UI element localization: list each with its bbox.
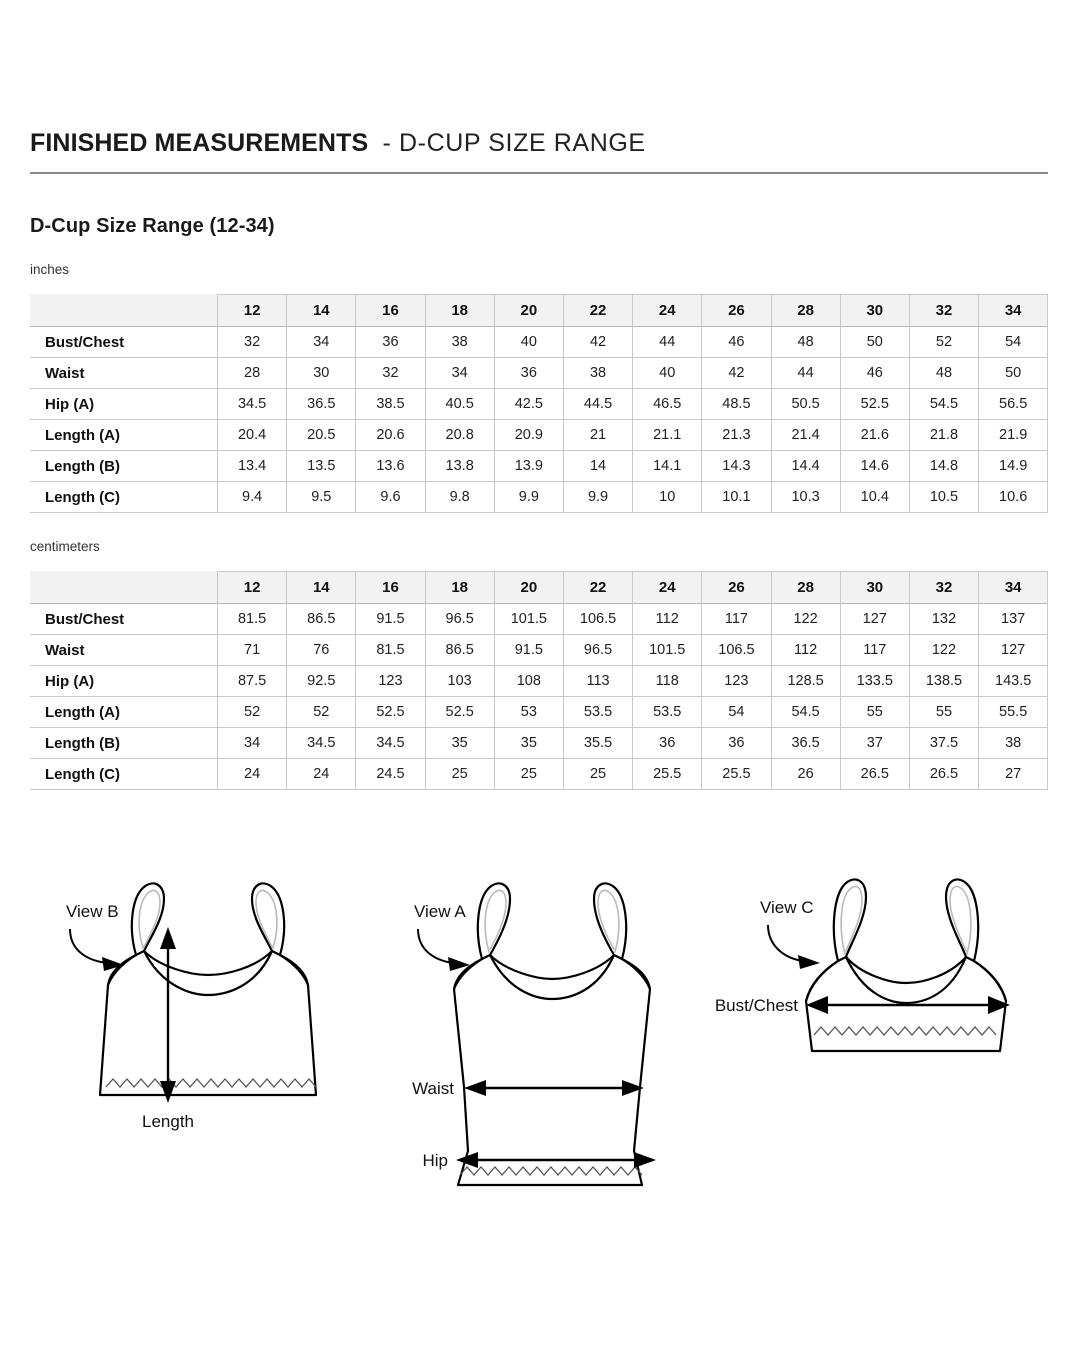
col-header-size: 12 xyxy=(218,295,287,327)
table-cell: 21.3 xyxy=(702,420,771,451)
row-label: Bust/Chest xyxy=(31,327,218,358)
table-cell: 35 xyxy=(494,728,563,759)
table-cell: 25 xyxy=(494,759,563,790)
table-cell: 128.5 xyxy=(771,666,840,697)
col-header-size: 34 xyxy=(979,572,1048,604)
table-cell: 25.5 xyxy=(633,759,702,790)
table-cell: 96.5 xyxy=(563,635,632,666)
table-cell: 21.1 xyxy=(633,420,702,451)
table-cell: 24 xyxy=(218,759,287,790)
garment-outline-a xyxy=(454,883,650,1185)
table-cell: 38 xyxy=(979,728,1048,759)
row-label: Length (C) xyxy=(31,759,218,790)
table-cell: 86.5 xyxy=(287,604,356,635)
table-cell: 40.5 xyxy=(425,389,494,420)
table-cell: 13.6 xyxy=(356,451,425,482)
col-header-size: 16 xyxy=(356,572,425,604)
table-row xyxy=(31,728,1048,759)
table-cell: 113 xyxy=(563,666,632,697)
table-cell: 21.4 xyxy=(771,420,840,451)
col-header-size: 18 xyxy=(425,295,494,327)
table-cell: 54.5 xyxy=(771,697,840,728)
table-cell: 36 xyxy=(494,358,563,389)
table-cell: 10.4 xyxy=(840,482,909,513)
table-cell: 112 xyxy=(771,635,840,666)
col-header-size: 26 xyxy=(702,295,771,327)
hem-zigzag-c xyxy=(814,1027,996,1035)
table-cell: 14.8 xyxy=(909,451,978,482)
table-cell: 34.5 xyxy=(287,728,356,759)
unit-label-centimeters: centimeters xyxy=(30,539,100,554)
table-cell: 112 xyxy=(633,604,702,635)
table-cell: 13.9 xyxy=(494,451,563,482)
table-cell: 21.9 xyxy=(979,420,1048,451)
table-cell: 21.6 xyxy=(840,420,909,451)
table-cell: 40 xyxy=(633,358,702,389)
table-cell: 91.5 xyxy=(494,635,563,666)
table-cell: 48 xyxy=(909,358,978,389)
table-cell: 54 xyxy=(702,697,771,728)
table-cell: 36 xyxy=(356,327,425,358)
table-cell: 46 xyxy=(840,358,909,389)
callout-arrow-c xyxy=(768,925,820,969)
table-cell: 38.5 xyxy=(356,389,425,420)
table-cell: 9.8 xyxy=(425,482,494,513)
row-label: Hip (A) xyxy=(31,666,218,697)
garment-outline-b xyxy=(100,883,316,1095)
table-cell: 24 xyxy=(287,759,356,790)
table-row xyxy=(31,759,1048,790)
illustration-view-a xyxy=(390,855,710,1225)
table-cell: 24.5 xyxy=(356,759,425,790)
table-cell: 28 xyxy=(218,358,287,389)
col-header-size: 30 xyxy=(840,572,909,604)
table-cell: 20.5 xyxy=(287,420,356,451)
table-cell: 20.9 xyxy=(494,420,563,451)
col-header-size: 34 xyxy=(979,295,1048,327)
table-cell: 35 xyxy=(425,728,494,759)
table-cell: 10 xyxy=(633,482,702,513)
row-label: Length (A) xyxy=(31,697,218,728)
table-cell: 9.4 xyxy=(218,482,287,513)
table-cell: 55.5 xyxy=(979,697,1048,728)
table-cell: 50.5 xyxy=(771,389,840,420)
table-cell: 25.5 xyxy=(702,759,771,790)
table-cell: 44.5 xyxy=(563,389,632,420)
table-row xyxy=(31,635,1048,666)
table-row xyxy=(31,327,1048,358)
table-cell: 36 xyxy=(702,728,771,759)
page-title xyxy=(30,130,1048,158)
table-cell: 20.4 xyxy=(218,420,287,451)
table-row xyxy=(31,666,1048,697)
page-header xyxy=(30,130,1048,158)
table-cell: 127 xyxy=(840,604,909,635)
section-title: D-Cup Size Range (12-34) xyxy=(30,215,275,237)
row-label: Length (B) xyxy=(31,728,218,759)
table-cell: 34.5 xyxy=(218,389,287,420)
table-cell: 53.5 xyxy=(633,697,702,728)
table-row xyxy=(31,389,1048,420)
col-header-size: 14 xyxy=(287,295,356,327)
table-cell: 14.3 xyxy=(702,451,771,482)
table-cell: 36 xyxy=(633,728,702,759)
table-cell: 101.5 xyxy=(494,604,563,635)
table-cell: 91.5 xyxy=(356,604,425,635)
col-header-size: 24 xyxy=(633,572,702,604)
table-row xyxy=(31,697,1048,728)
table-cell: 137 xyxy=(979,604,1048,635)
table-cell: 10.5 xyxy=(909,482,978,513)
table-cell: 138.5 xyxy=(909,666,978,697)
table-cell: 37.5 xyxy=(909,728,978,759)
garment-outline-c xyxy=(806,879,1006,1051)
row-label: Waist xyxy=(31,635,218,666)
row-label: Hip (A) xyxy=(31,389,218,420)
measure-label-length: Length xyxy=(142,1112,194,1131)
table-cell: 14.9 xyxy=(979,451,1048,482)
view-c-diagram xyxy=(690,855,1060,1095)
table-cell: 143.5 xyxy=(979,666,1048,697)
table-cell: 81.5 xyxy=(218,604,287,635)
illustration-view-b xyxy=(40,855,380,1165)
table-cell: 101.5 xyxy=(633,635,702,666)
table-row xyxy=(31,358,1048,389)
table-cell: 46.5 xyxy=(633,389,702,420)
col-header-size: 12 xyxy=(218,572,287,604)
table-cell: 34.5 xyxy=(356,728,425,759)
table-cell: 36.5 xyxy=(287,389,356,420)
table-cell: 26.5 xyxy=(840,759,909,790)
row-label: Length (A) xyxy=(31,420,218,451)
view-b-diagram xyxy=(40,855,380,1165)
waist-measure-arrow xyxy=(464,1080,644,1096)
col-header-size: 20 xyxy=(494,572,563,604)
table-cell: 127 xyxy=(979,635,1048,666)
table-cell: 30 xyxy=(287,358,356,389)
col-header-size: 16 xyxy=(356,295,425,327)
table-cell: 48 xyxy=(771,327,840,358)
table-cell: 96.5 xyxy=(425,604,494,635)
table-cell: 50 xyxy=(840,327,909,358)
col-header-size: 14 xyxy=(287,572,356,604)
col-header-size: 18 xyxy=(425,572,494,604)
table-row xyxy=(31,420,1048,451)
table-cell: 118 xyxy=(633,666,702,697)
hem-zigzag-a xyxy=(460,1167,642,1175)
table-cell: 55 xyxy=(840,697,909,728)
illustrations-area xyxy=(0,845,1080,1245)
table-cell: 9.9 xyxy=(494,482,563,513)
col-header-size: 20 xyxy=(494,295,563,327)
table-cell: 26 xyxy=(771,759,840,790)
measurements-table-centimeters xyxy=(30,571,1048,790)
table-cell: 25 xyxy=(563,759,632,790)
table-cell: 38 xyxy=(563,358,632,389)
page-title-strong: FINISHED MEASUREMENTS xyxy=(30,129,369,157)
table-cell: 53 xyxy=(494,697,563,728)
callout-arrow-b xyxy=(70,929,124,971)
table-cell: 32 xyxy=(218,327,287,358)
table-cell: 108 xyxy=(494,666,563,697)
view-a-diagram xyxy=(390,855,710,1225)
table-cell: 52.5 xyxy=(425,697,494,728)
measure-label-hip: Hip xyxy=(422,1151,448,1170)
table-cell: 133.5 xyxy=(840,666,909,697)
table-cell: 132 xyxy=(909,604,978,635)
table-cell: 52 xyxy=(287,697,356,728)
table-cell: 52 xyxy=(218,697,287,728)
table-cell: 44 xyxy=(771,358,840,389)
col-header-size: 24 xyxy=(633,295,702,327)
table-cell: 76 xyxy=(287,635,356,666)
table-row xyxy=(31,451,1048,482)
col-header-size: 32 xyxy=(909,572,978,604)
table-cell: 117 xyxy=(840,635,909,666)
table-corner-cell xyxy=(31,295,218,327)
table-corner-cell xyxy=(31,572,218,604)
table-cell: 14 xyxy=(563,451,632,482)
table-header-inches xyxy=(31,295,1048,327)
table-cell: 46 xyxy=(702,327,771,358)
table-cell: 52 xyxy=(909,327,978,358)
measure-label-bust-chest: Bust/Chest xyxy=(714,996,798,1015)
table-cell: 13.5 xyxy=(287,451,356,482)
table-cell: 71 xyxy=(218,635,287,666)
unit-label-inches: inches xyxy=(30,262,70,277)
table-cell: 103 xyxy=(425,666,494,697)
callout-arrow-a xyxy=(418,929,470,971)
table-cell: 38 xyxy=(425,327,494,358)
table-cell: 9.6 xyxy=(356,482,425,513)
table-cell: 87.5 xyxy=(218,666,287,697)
hip-measure-arrow xyxy=(456,1152,656,1168)
table-cell: 21.8 xyxy=(909,420,978,451)
table-row xyxy=(31,482,1048,513)
table-cell: 9.9 xyxy=(563,482,632,513)
table-cell: 14.4 xyxy=(771,451,840,482)
table-cell: 54.5 xyxy=(909,389,978,420)
row-label: Waist xyxy=(31,358,218,389)
table-cell: 44 xyxy=(633,327,702,358)
row-label: Bust/Chest xyxy=(31,604,218,635)
table-row xyxy=(31,604,1048,635)
table-cell: 42 xyxy=(702,358,771,389)
measurements-table-inches xyxy=(30,294,1048,513)
table-cell: 34 xyxy=(218,728,287,759)
table-cell: 123 xyxy=(356,666,425,697)
measure-label-waist: Waist xyxy=(412,1079,454,1098)
table-cell: 26.5 xyxy=(909,759,978,790)
table-cell: 20.8 xyxy=(425,420,494,451)
table-cell: 48.5 xyxy=(702,389,771,420)
table-cell: 122 xyxy=(909,635,978,666)
table-cell: 9.5 xyxy=(287,482,356,513)
table-cell: 54 xyxy=(979,327,1048,358)
table-cell: 10.1 xyxy=(702,482,771,513)
row-label: Length (B) xyxy=(31,451,218,482)
table-cell: 42.5 xyxy=(494,389,563,420)
table-cell: 106.5 xyxy=(563,604,632,635)
table-cell: 50 xyxy=(979,358,1048,389)
table-cell: 14.1 xyxy=(633,451,702,482)
col-header-size: 22 xyxy=(563,295,632,327)
table-cell: 25 xyxy=(425,759,494,790)
table-cell: 20.6 xyxy=(356,420,425,451)
table-cell: 40 xyxy=(494,327,563,358)
table-cell: 122 xyxy=(771,604,840,635)
table-cell: 27 xyxy=(979,759,1048,790)
table-cell: 55 xyxy=(909,697,978,728)
table-cell: 13.4 xyxy=(218,451,287,482)
table-cell: 123 xyxy=(702,666,771,697)
table-body-centimeters xyxy=(31,604,1048,790)
table-cell: 52.5 xyxy=(356,697,425,728)
table-body-inches xyxy=(31,327,1048,513)
table-cell: 86.5 xyxy=(425,635,494,666)
table-cell: 32 xyxy=(356,358,425,389)
col-header-size: 30 xyxy=(840,295,909,327)
table-cell: 52.5 xyxy=(840,389,909,420)
table-cell: 37 xyxy=(840,728,909,759)
table-cell: 42 xyxy=(563,327,632,358)
bust-measure-arrow xyxy=(806,996,1010,1014)
row-label: Length (C) xyxy=(31,482,218,513)
table-cell: 21 xyxy=(563,420,632,451)
table-header-row xyxy=(31,572,1048,604)
table-cell: 81.5 xyxy=(356,635,425,666)
table-cell: 34 xyxy=(287,327,356,358)
table-cell: 13.8 xyxy=(425,451,494,482)
illustration-view-c xyxy=(690,855,1060,1095)
length-measure-arrow xyxy=(160,927,176,1103)
callout-label-view-b: View B xyxy=(66,902,119,921)
callout-label-view-c: View C xyxy=(760,898,814,917)
table-cell: 10.3 xyxy=(771,482,840,513)
hem-zigzag-b xyxy=(106,1079,316,1087)
callout-label-view-a: View A xyxy=(414,902,466,921)
col-header-size: 26 xyxy=(702,572,771,604)
table-cell: 106.5 xyxy=(702,635,771,666)
table-header-centimeters xyxy=(31,572,1048,604)
table-cell: 10.6 xyxy=(979,482,1048,513)
page-title-light: - D-CUP SIZE RANGE xyxy=(382,129,646,157)
table-cell: 92.5 xyxy=(287,666,356,697)
table-cell: 117 xyxy=(702,604,771,635)
col-header-size: 32 xyxy=(909,295,978,327)
col-header-size: 22 xyxy=(563,572,632,604)
table-header-row xyxy=(31,295,1048,327)
header-divider xyxy=(30,172,1048,174)
col-header-size: 28 xyxy=(771,295,840,327)
col-header-size: 28 xyxy=(771,572,840,604)
table-cell: 35.5 xyxy=(563,728,632,759)
table-cell: 14.6 xyxy=(840,451,909,482)
table-cell: 34 xyxy=(425,358,494,389)
table-cell: 53.5 xyxy=(563,697,632,728)
table-cell: 36.5 xyxy=(771,728,840,759)
table-cell: 56.5 xyxy=(979,389,1048,420)
